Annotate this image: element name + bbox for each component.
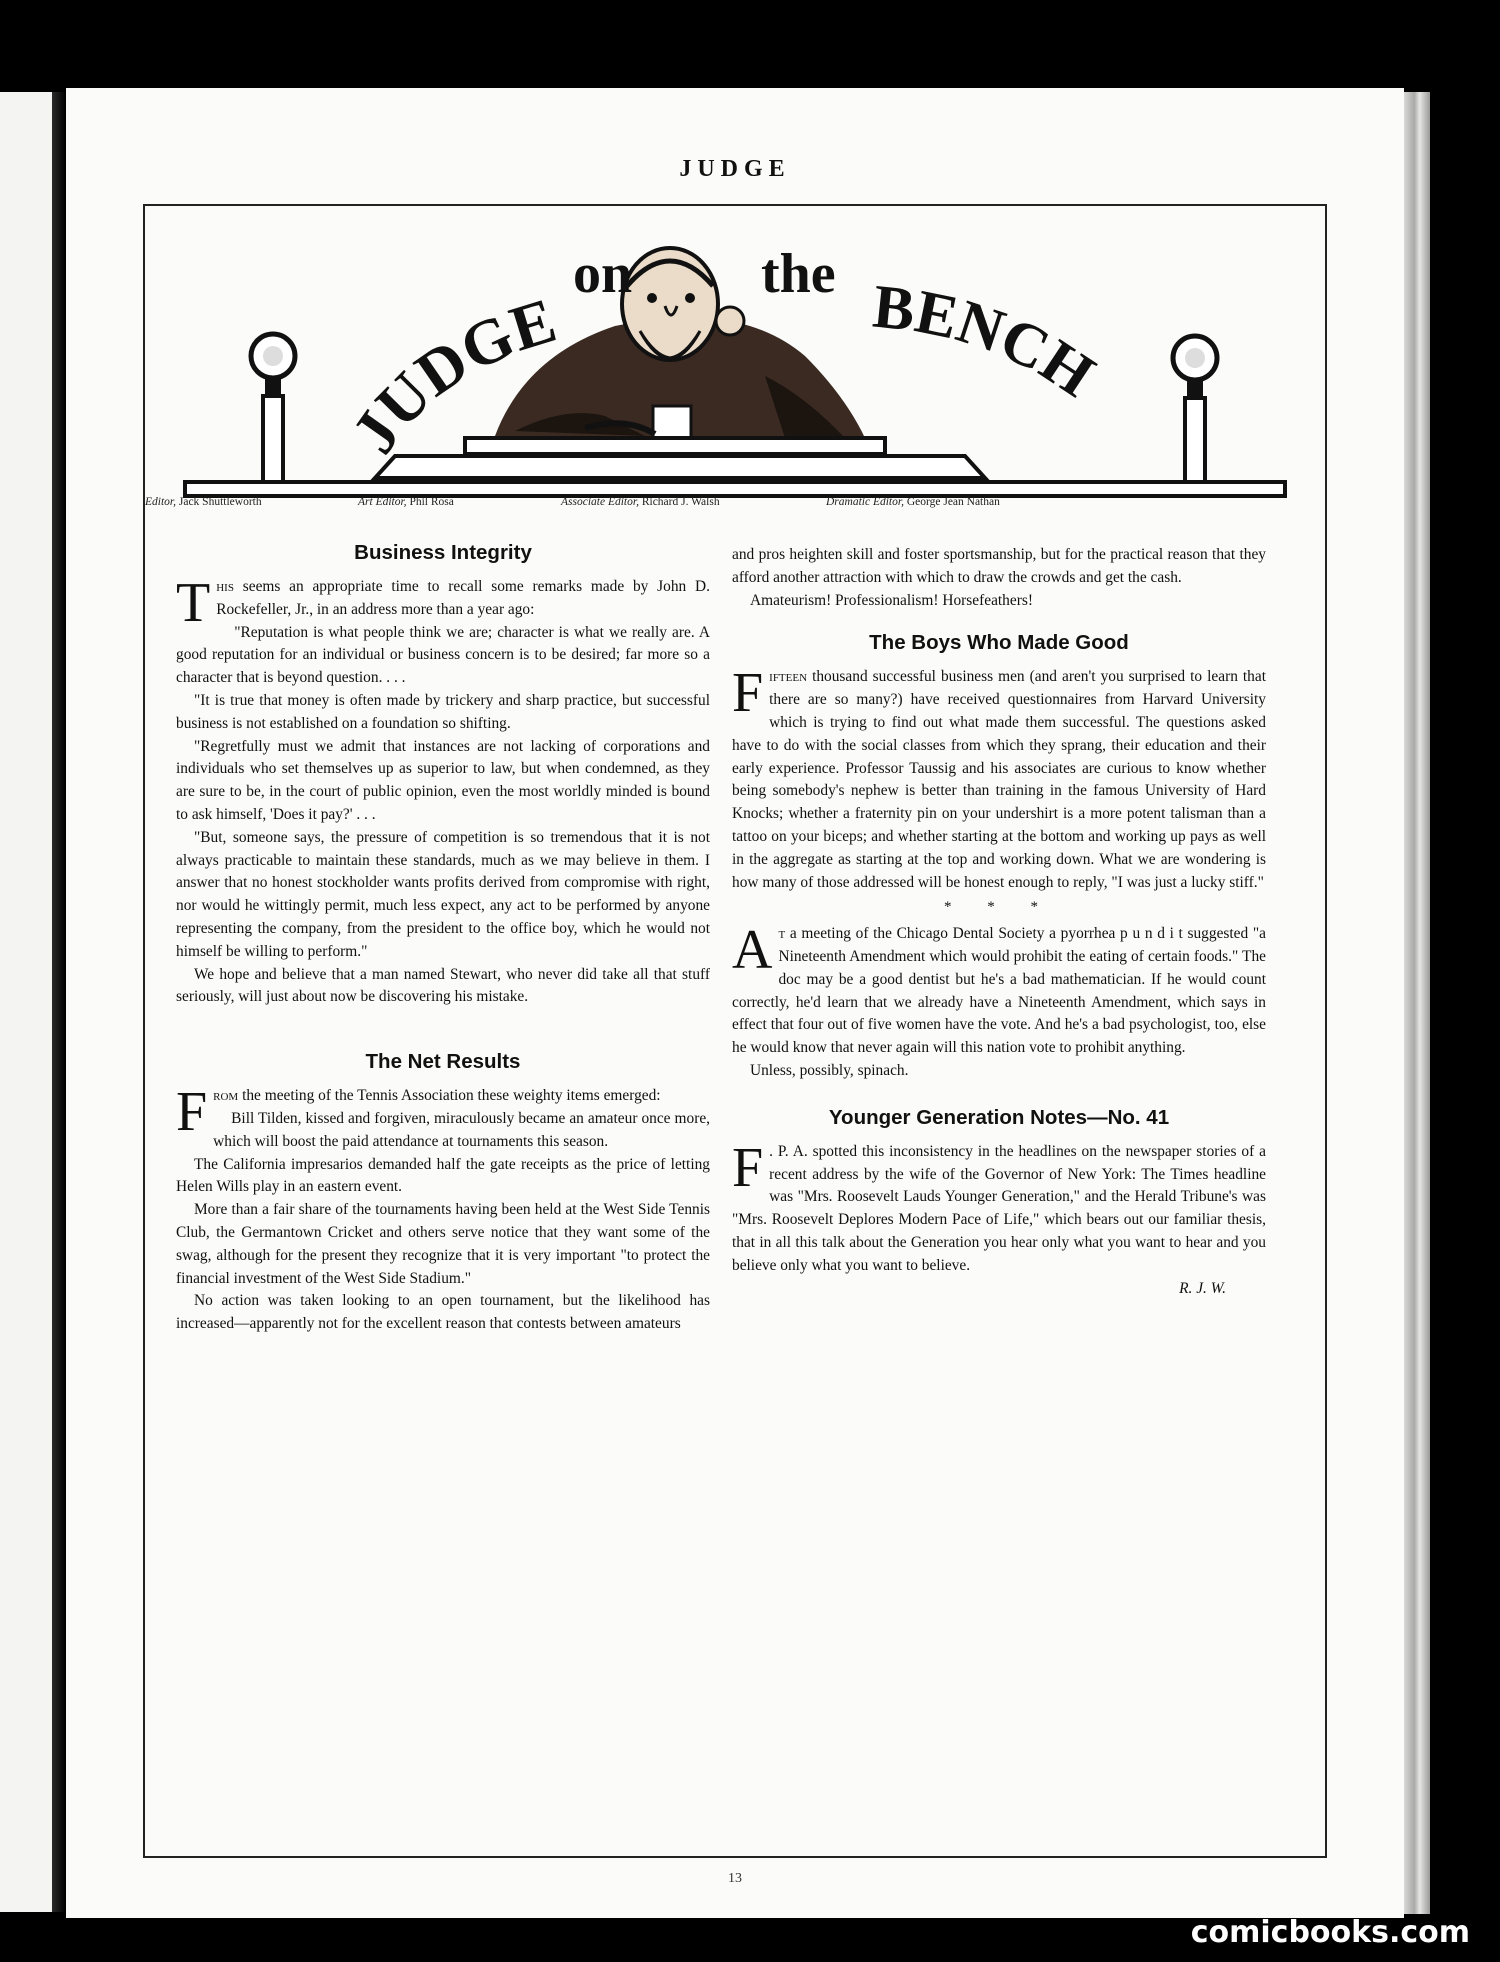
- left-lamp-illustration: [251, 334, 295, 492]
- article-paragraph: F . P. A. spotted this inconsistency in the headlines on the newspaper stories of a recent address by the wife of the Governor of New York: The Times headline was "Mrs. Roosevelt Lauds Younger Generation," and the Herald Tribune's was "Mrs. Roosevelt Deplores Modern Pace of Life," which bears out our familiar thesis, that in all this talk about the Generation you hear only what you want to hear and you believe only what you want to believe.: [732, 1136, 1266, 1274]
- article-paragraph: Unless, possibly, spinach.: [750, 1061, 909, 1079]
- binding-gutter: [52, 92, 66, 1912]
- credit-editor: Editor, Jack Shuttleworth: [145, 496, 262, 508]
- masthead-word-the: the: [761, 243, 836, 305]
- article-paragraph: No action was taken looking to an open tournament, but the likelihood has increased—apparently not for the excellent reason that contests between amateurs: [176, 1292, 710, 1333]
- article-paragraph: We hope and believe that a man named Stewart, who never did take all that stuff seriously, will just about now be discovering his mistake.: [176, 965, 710, 1006]
- running-head: JUDGE: [679, 156, 791, 182]
- page-number: 13: [728, 1871, 742, 1886]
- page-stack-edge: [1404, 92, 1430, 1914]
- masthead-word-on: on: [573, 243, 633, 305]
- article-paragraph: "Regretfully must we admit that instances are not lacking of corporations and individuals who set themselves up as superior to law, but when condemned, as they are sure to be, in the court of public opinion, even the most worldly minded is bound to ask himself, 'Does it pay?' . . .: [176, 737, 710, 823]
- section-divider-stars: * * *: [944, 899, 1054, 916]
- right-column: [732, 544, 1266, 1300]
- drop-cap: A: [732, 919, 773, 982]
- credit-dramatic-editor: Dramatic Editor, George Jean Nathan: [826, 496, 1000, 508]
- article-paragraph: "But, someone says, the pressure of competition is so tremendous that it is not always practicable to maintain these standards, much as we may believe in them. I answer that no honest stockholder wants profits derived from compromise with right, nor would he wittingly permit, much less expect, any act to be performed by anyone representing the company, from the president to the office boy, which he would not himself be willing to perform.": [176, 828, 710, 960]
- svg-text:BENCH: [870, 273, 1106, 411]
- drop-cap: F: [732, 662, 764, 725]
- article-paragraph: "Reputation is what people think we are; character is what we really are. A good reputation for an individual or business concern is to be desired; far more so a character that is beyond question. . . .: [176, 623, 710, 687]
- article-paragraph: The California impresarios demanded half the gate receipts as the price of letting Helen Wills play in an eastern event.: [176, 1155, 710, 1196]
- article-paragraph: "It is true that money is often made by trickery and sharp practice, but successful business is not established on a foundation so shifting.: [176, 691, 710, 732]
- article-paragraph: This seems an appropriate time to recall some remarks made by John D. Rockefeller, Jr., in an address more than a year ago:: [176, 572, 710, 634]
- drop-cap: T: [176, 572, 211, 634]
- masthead-word-bench: BENCH: [869, 272, 1107, 411]
- masthead-banner: [145, 206, 1325, 538]
- drop-cap: F: [732, 1136, 764, 1199]
- article-paragraph: and pros heighten skill and foster sportsmanship, but for the practical reason that they afford another attraction with which to draw the crowds and get the cash.: [732, 546, 1266, 586]
- article-paragraph: Fifteen thousand successful business men (and aren't you surprised to learn that there are so many?) have received questionnaires from Harvard University which is trying to find out what made them successful. The questions asked have to do with the social classes from which they sprang, their education and their early experience. Professor Taussig and his associates are curious to know whether being somebody's nephew is better than training in the famous University of Hard Knocks; whether a fraternity pin on your undershirt is a more potent talisman than a tattoo on your biceps; and whether starting at the bottom and working up pays as well in the aggregate as starting at the top and working down. What we are wondering is how many of those addressed will be honest enough to reply, "I was just a lucky stiff.": [732, 662, 1266, 891]
- headline-business-integrity: Business Integrity: [354, 541, 532, 564]
- staff-credits: [66, 496, 1404, 514]
- article-paragraph: More than a fair share of the tournaments having been held at the West Side Tennis Club, the Germantown Cricket and others serve notice that they want some of the swag, although for the present they recognize that it is very important "to protect the financial investment of the West Side Stadium.": [176, 1201, 710, 1287]
- credit-art-editor: Art Editor, Phil Rosa: [358, 496, 454, 508]
- facing-page-edge: [0, 92, 52, 1912]
- article-paragraph: From the meeting of the Tennis Association these weighty items emerged:: [176, 1081, 661, 1144]
- headline-boys-who-made-good: The Boys Who Made Good: [869, 631, 1129, 655]
- headline-net-results: The Net Results: [365, 1050, 521, 1074]
- article-paragraph: At a meeting of the Chicago Dental Society a pyorrhea p u n d i t suggested "a Nineteenth Amendment which would prohibit the eating of certain foods." The doc may be a good dentist but he's a bad mathematician. If he would count correctly, he'd learn that we already have a Nineteenth Amendment, which says in effect that four out of five women have the vote. And he's a bad psychologist, too, else he would know that never again will this nation vote to prohibit anything.: [732, 919, 1266, 1057]
- masthead-word-judge: JUDGE: [337, 284, 564, 466]
- left-column: [176, 540, 710, 1336]
- article-paragraph: Amateurism! Professionalism! Horsefeathers!: [750, 591, 1033, 609]
- author-signature: R. J. W.: [1179, 1279, 1226, 1297]
- judge-bench: [185, 438, 1285, 496]
- right-lamp-illustration: [1173, 336, 1217, 492]
- headline-younger-generation: Younger Generation Notes—No. 41: [828, 1105, 1170, 1129]
- source-watermark: comicbooks.com: [1190, 1915, 1470, 1950]
- credit-associate-editor: Associate Editor, Richard J. Walsh: [561, 496, 720, 508]
- magazine-page: [66, 88, 1404, 1918]
- article-paragraph: Bill Tilden, kissed and forgiven, miraculously became an amateur once more, which will boost the paid attendance at tournaments this season.: [213, 1109, 710, 1150]
- drop-cap: F: [176, 1081, 208, 1144]
